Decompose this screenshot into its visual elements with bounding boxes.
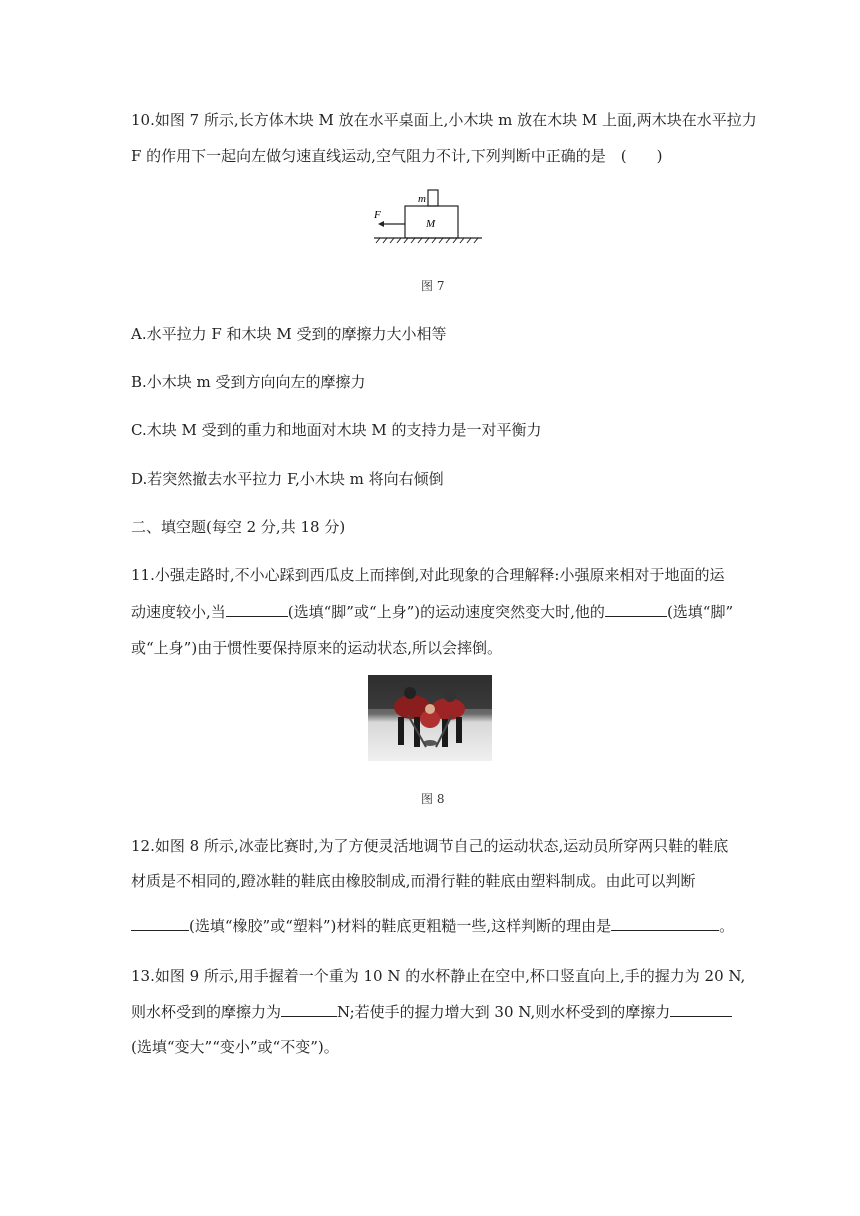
q11-text-b: (选填“脚”或“上身”)的运动速度突然变大时,他的	[287, 603, 605, 621]
label-M: M	[426, 218, 436, 230]
answer-blank[interactable]	[281, 1000, 337, 1017]
answer-blank[interactable]	[670, 1000, 732, 1017]
q13-line3: (选填“变大”“变小”或“不变”)。	[131, 1038, 339, 1056]
q12-text-a: (选填“橡胶”或“塑料”)材料的鞋底更粗糙一些,这样判断的理由是	[189, 917, 612, 935]
answer-blank[interactable]	[611, 914, 719, 931]
figure-7-caption: 图 7	[421, 279, 445, 293]
ground-hatching	[376, 238, 478, 243]
q11-line2	[131, 597, 734, 627]
q13-line1: 13.如图 9 所示,用手握着一个重为 10 N 的水杯静止在空中,杯口竖直向上,手的握力为 20 N,	[131, 967, 746, 985]
label-m: m	[418, 193, 426, 205]
q11-line1: 11.小强走路时,不小心踩到西瓜皮上而摔倒,对此现象的合理解释:小强原来相对于地面的运	[131, 566, 725, 584]
answer-blank[interactable]	[131, 914, 189, 931]
small-block-m	[428, 190, 438, 206]
label-F: F	[374, 209, 381, 221]
q10-option-c: C.木块 M 受到的重力和地面对木块 M 的支持力是一对平衡力	[131, 421, 542, 439]
answer-blank[interactable]	[605, 600, 667, 617]
q10-option-b: B.小木块 m 受到方向向左的摩擦力	[131, 373, 366, 391]
q10-option-a: A.水平拉力 F 和木块 M 受到的摩擦力大小相等	[131, 325, 447, 343]
figure-8-caption: 图 8	[421, 792, 445, 806]
q12-line3	[131, 911, 735, 941]
force-arrowhead	[378, 221, 384, 227]
q10-option-d: D.若突然撤去水平拉力 F,小木块 m 将向右倾倒	[131, 470, 444, 488]
q11-line3: 或“上身”)由于惯性要保持原来的运动状态,所以会摔倒。	[131, 639, 502, 657]
q13-text-a: 则水杯受到的摩擦力为	[131, 1003, 282, 1021]
q13-line2	[131, 997, 731, 1027]
q10-line2: F 的作用下一起向左做匀速直线运动,空气阻力不计,下列判断中正确的是 ( )	[131, 147, 663, 165]
q12-text-b: 。	[719, 917, 735, 935]
q12-line2: 材质是不相同的,蹬冰鞋的鞋底由橡胶制成,而滑行鞋的鞋底由塑料制成。由此可以判断	[131, 872, 696, 890]
q13-text-b: N;若使手的握力增大到 30 N,则水杯受到的摩擦力	[337, 1003, 671, 1021]
answer-blank[interactable]	[226, 600, 288, 617]
q11-text-c: (选填“脚”	[666, 603, 734, 621]
q12-line1: 12.如图 8 所示,冰壶比赛时,为了方便灵活地调节自己的运动状态,运动员所穿两只鞋的鞋底	[131, 837, 729, 855]
section-heading: 二、填空题(每空 2 分,共 18 分)	[131, 518, 346, 536]
q10-line1: 10.如图 7 所示,长方体木块 M 放在水平桌面上,小木块 m 放在木块 M 上面,两木块在水平拉力	[131, 111, 757, 129]
figure-7-diagram	[370, 186, 485, 244]
q11-text-a: 动速度较小,当	[131, 603, 226, 621]
curling-photo	[368, 675, 492, 761]
